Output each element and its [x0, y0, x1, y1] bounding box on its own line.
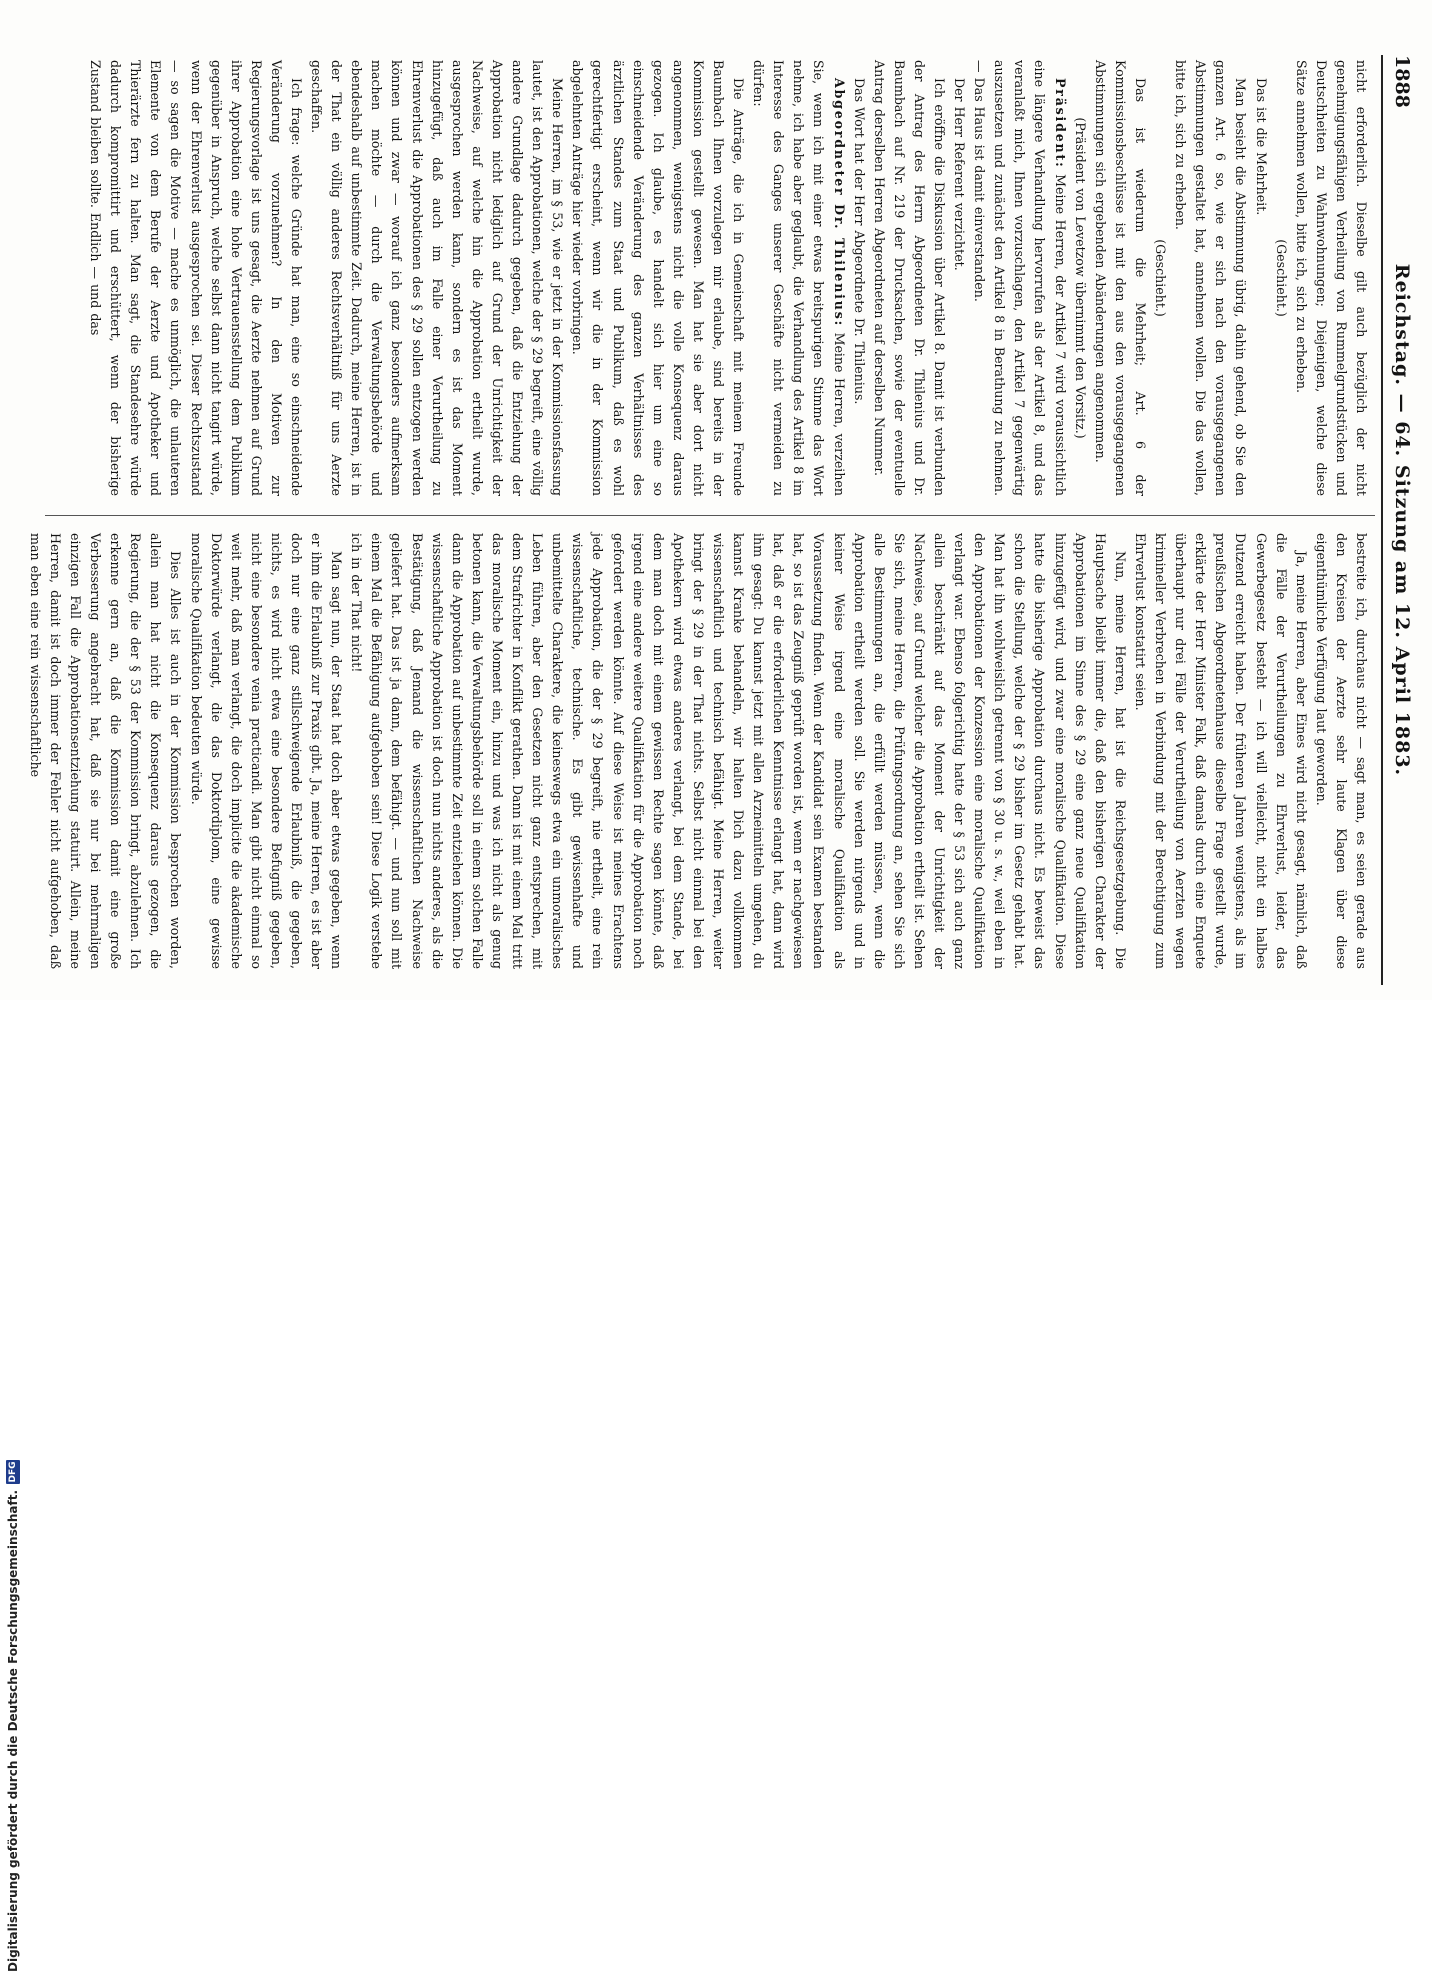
running-title: Reichstag. — 64. Sitzung am 12. April 1883.	[1391, 263, 1413, 777]
digitization-footer	[2, 972, 24, 1972]
rotated-page	[27, 0, 1427, 1000]
paragraph: (Geschieht.)	[1153, 239, 1169, 317]
paragraph: Man besieht die Abstimmung übrig, dahin gehend, ob Sie den ganzen Art. 6 so, wie er sich nach den vorausgegangenen Abstimmungen gestaltet hat, annehmen wollen. Die das wollen, bitte ich, sich zu erheben.	[1173, 60, 1249, 496]
dfg-logo: DFG	[8, 1461, 18, 1483]
paragraph: Man sagt nun, der Staat hat doch aber etwas gegeben, wenn er ihm die Erlaubniß zur Praxis gibt. Ja, meine Herren, es ist aber doch nur eine ganz stillschweigende Erlaubniß, die gegeben, nichts, es wird nicht etwa eine besondere Befugniß gegeben, nicht eine besondere venia practicandi. Man gibt nicht einmal so weit mehr, daß man verlangt, die doch implicite die akademische Doktorwürde verlangt, die das Doktordiplom, eine gewisse moralische Qualifikation bedeuten würde.	[188, 533, 345, 969]
paragraph: Die Anträge, die ich in Gemeinschaft mit meinem Freunde Baumbach Ihnen vorzulegen mir erlaube, sind bereits in der Kommission gestellt gewesen. Man hat sie aber dort nicht angenommen, wenigstens nicht die volle Konsequenz daraus gezogen. Ich glaube, es handelt sich hier um eine so einschneidende Veränderung des ganzen Verhältnisses des ärztlichen Standes zum Staat und Publikum, daß es wohl gerechtfertigt erscheint, wenn wir die in der Kommission abgelehnten Anträge hier wieder vorbringen.	[570, 60, 747, 496]
speaker-name: Abgeordneter Dr. Thilenius:	[831, 78, 847, 328]
paragraph: Abgeordneter Dr. Thilenius: Meine Herren, verzeihen Sie, wenn ich mit einer etwas breitspurigen Stimme das Wort nehme, ich habe aber geglaubt, die Verhandlung des Artikel 8 im Interesse des Ganges unserer Geschäfte nicht vermeiden zu dürfen:	[751, 60, 847, 496]
speaker-name: Präsident:	[1052, 78, 1068, 169]
paragraph: (Präsident von Levetzow übernimmt den Vorsitz.)	[1072, 117, 1088, 439]
paragraph: bestreite ich, durchaus nicht — sagt man, es seien gerade aus den Kreisen der Aerzte sehr laute Klagen über diese eigenthümliche Verfügung laut geworden.	[1313, 533, 1369, 969]
right-text-column	[25, 533, 1371, 969]
paragraph: (Geschieht.)	[1273, 239, 1289, 317]
paragraph: Das Wort hat der Herr Abgeordnete Dr. Thilenius.	[851, 78, 867, 405]
page-number: 1888	[1391, 55, 1413, 108]
paragraph: Ja, meine Herren, aber Eines wird nicht gesagt, nämlich, daß die Fälle der Verurtheilungen zu Ehrverlust, leider, das Gewerbegesetz besteht — ich will vielleicht, nicht ein halbes Dutzend erreicht haben. Der früheren Jahren wenigstens, als im preußischen Abgeordnetenhause dieselbe Frage gestellt wurde, erklärte der Herr Minister Falk, daß damals durch eine Enquete überhaupt nur drei Fälle der Verurtheilung von Aerzten wegen krimineller Verbrechen in Verbindung mit der Berechtigung zum Ehrverlust konstatirt seien.	[1132, 533, 1309, 969]
paragraph: Ich frage: welche Gründe hat man, eine so einschneidende Veränderung vorzunehmen? In den Motiven zur Regierungsvorlage ist uns gesagt, die Aerzte nehmen auf Grund ihrer Approbation eine hohe Vertrauensstellung dem Publikum gegenüber in Anspruch, welche selbst dann nicht tangirt würde, wenn der Ehrenverlust ausgesprochen sei. Dieser Rechtszustand — so sagen die Motive — mache es unmöglich, die unlauteren Elemente von dem Berufe der Aerzte und Apotheker und Thierärzte fern zu halten. Man sagt, die Standesehre würde dadurch kompromittirt und erschüttert, wenn der bisherige Zustand bleiben sollte. Endlich — und das	[88, 60, 305, 496]
column-divider	[45, 515, 1375, 516]
paragraph: Das ist die Mehrheit.	[1253, 78, 1269, 216]
paragraph: Ich eröffne die Diskussion über Artikel 8. Damit ist verbunden der Antrag des Herrn Abgeordneten Dr. Thilenius und Dr. Baumbach auf Nr. 219 der Drucksachen, sowie der eventuelle Antrag derselben Herren Abgeordneten auf derselben Nummer.	[871, 60, 948, 496]
paragraph: Präsident: Meine Herren, der Artikel 7 wird voraussichtlich eine längere Verhandlung hervorrufen als der Artikel 8, und das veranlaßt mich, Ihnen vorzuschlagen, den Artikel 7 gegenwärtig auszusetzen und zunächst den Artikel 8 in Berathung zu nehmen. — Das Haus ist damit einverstanden.	[972, 60, 1068, 496]
paragraph: nicht erforderlich. Dieselbe gilt auch bezüglich der nicht genehmigungsfähigen Verheilung von Rummelgrundstücken und Deutschheiten zu Wahnwohnungen; Diejenigen, welche diese Sätze annehmen wollen, bitte ich, sich zu erheben.	[1293, 60, 1369, 496]
left-text-column	[85, 60, 1371, 496]
paragraph: Das ist wiederum die Mehrheit; Art. 6 der Kommissionsbeschlüsse ist mit den aus den vorausgegangenen Abstimmungen sich ergebenden Abänderungen angenommen.	[1092, 60, 1148, 496]
footer-text: Digitalisierung gefördert durch die Deutsche Forschungsgemeinschaft.	[6, 1489, 20, 1972]
page-header	[1381, 55, 1419, 985]
paragraph: Meine Herren, im § 53, wie er jetzt in der Kommissionsfassung lautet, ist den Approbationen, welche der § 29 begreift, eine völlig andere Grundlage dadurch gegeben, daß die Entziehung der Approbation nicht lediglich auf Grund der Unrichtigkeit der Nachweise, auf welche hin die Approbation ertheilt wurde, ausgesprochen werden kann, sondern es ist das Moment hinzugefügt, daß auch im Falle einer Verurtheilung zu Ehrenverlust die Approbationen des § 29 sollen entzogen werden können und zwar — worauf ich ganz besonders aufmerksam machen möchte — durch die Verwaltungsbehörde und ebendeshalb auf unbestimmte Zeit. Dadurch, meine Herren, ist in der That ein völlig anderes Rechtsverhältniß für uns Aerzte geschaffen.	[309, 60, 566, 496]
paragraph: Der Herr Referent verzichtet.	[952, 78, 968, 271]
paragraph: Dies Alles ist auch in der Kommission besprochen worden, allein man hat nicht die Konsequenz daraus gezogen, die Regierung, die der § 53 der Kommission bringt, abzulehnen. Ich erkenne gern an, daß die Kommission damit eine große Verbesserung angebracht hat, daß sie nur bei mehrmaligen einzigen Fall die Approbationsentziehung statuirt. Allein, meine Herren, damit ist doch immer der Fehler nicht aufgehoben, daß man eben eine rein wissenschaftliche	[27, 533, 184, 969]
paragraph: Nun, meine Herren, hat ist die Reichsgesetzgebung. Die Hauptsache bleibt immer die, daß den bisherigen Charakter der Approbationen im Sinne des § 29 eine ganz neue Qualifikation hinzugefügt wird, und zwar eine moralische Qualifikation. Diese hatte die bisherige Approbation durchaus nicht. Es beweist das schon die Stellung, welche der § 29 bisher im Gesetz gehabt hat. Man hat ihn wohlweislich getrennt von § 30 u. s. w., weil eben in den Approbationen der Konzession eine moralische Qualifikation verlangt war. Ebenso folgerichtig hatte der § 53 sich auch ganz allein beschränkt auf das Moment der Unrichtigkeit der Nachweise, auf Grund welcher die Approbation ertheilt ist. Sehen Sie sich, meine Herren, die Prüfungsordnung an, sehen Sie sich alle Bestimmungen an, die erfüllt werden müssen, wenn die Approbation ertheilt werden soll. Sie werden nirgends und in keiner Weise irgend eine moralische Qualifikation als Voraussetzung finden. Wenn der Kandidat sein Examen bestanden hat, so ist das Zeugniß geprüft worden ist, wenn er nachgewiesen hat, daß er die erforderlichen Kenntnisse erlangt hat, dann wird ihm gesagt: Du kannst jetzt mit allen Arzneimitteln umgehen, du kannst Kranke behandeln, wir halten Dich dazu vollkommen wissenschaftlich und technisch befähigt. Meine Herren, weiter bringt der § 29 in der That nichts. Selbst nicht einmal bei den Apothekern wird etwas anderes verlangt, bei dem Stande, bei dem man doch mit einem gewissen Rechte sagen könnte, daß irgend eine andere weitere Qualifikation für die Approbation noch gefordert werden könnte. Auf diese Weise ist meines Erachtens jede Approbation, die der § 29 begreift, nie ertheilt, eine rein wissenschaftliche, technische. Es gibt gewissenhafte und unbemittelte Charaktere, die keineswegs etwa ein unmoralisches Leben führen, aber den Gesetzen nicht ganz entsprechen, mit dem Strafrichter in Konflikt gerathen. Dann ist mit einem Mal tritt das moralische Moment ein, hinzu und was ich nicht als genug betonen kann, die Verwaltungsbehörde soll in einem solchen Falle dann die Approbation auf unbestimmte Zeit entziehen können. Die wissenschaftliche Approbation ist doch nun nichts anderes, als die Bestätigung, daß Jemand die wissenschaftlichen Nachweise geliefert hat. Das ist ja dann, dem befähigt. — und nun soll mit einem Mal die Befähigung aufgehoben sein! Diese Logik verstehe ich in der That nicht!	[349, 533, 1128, 969]
